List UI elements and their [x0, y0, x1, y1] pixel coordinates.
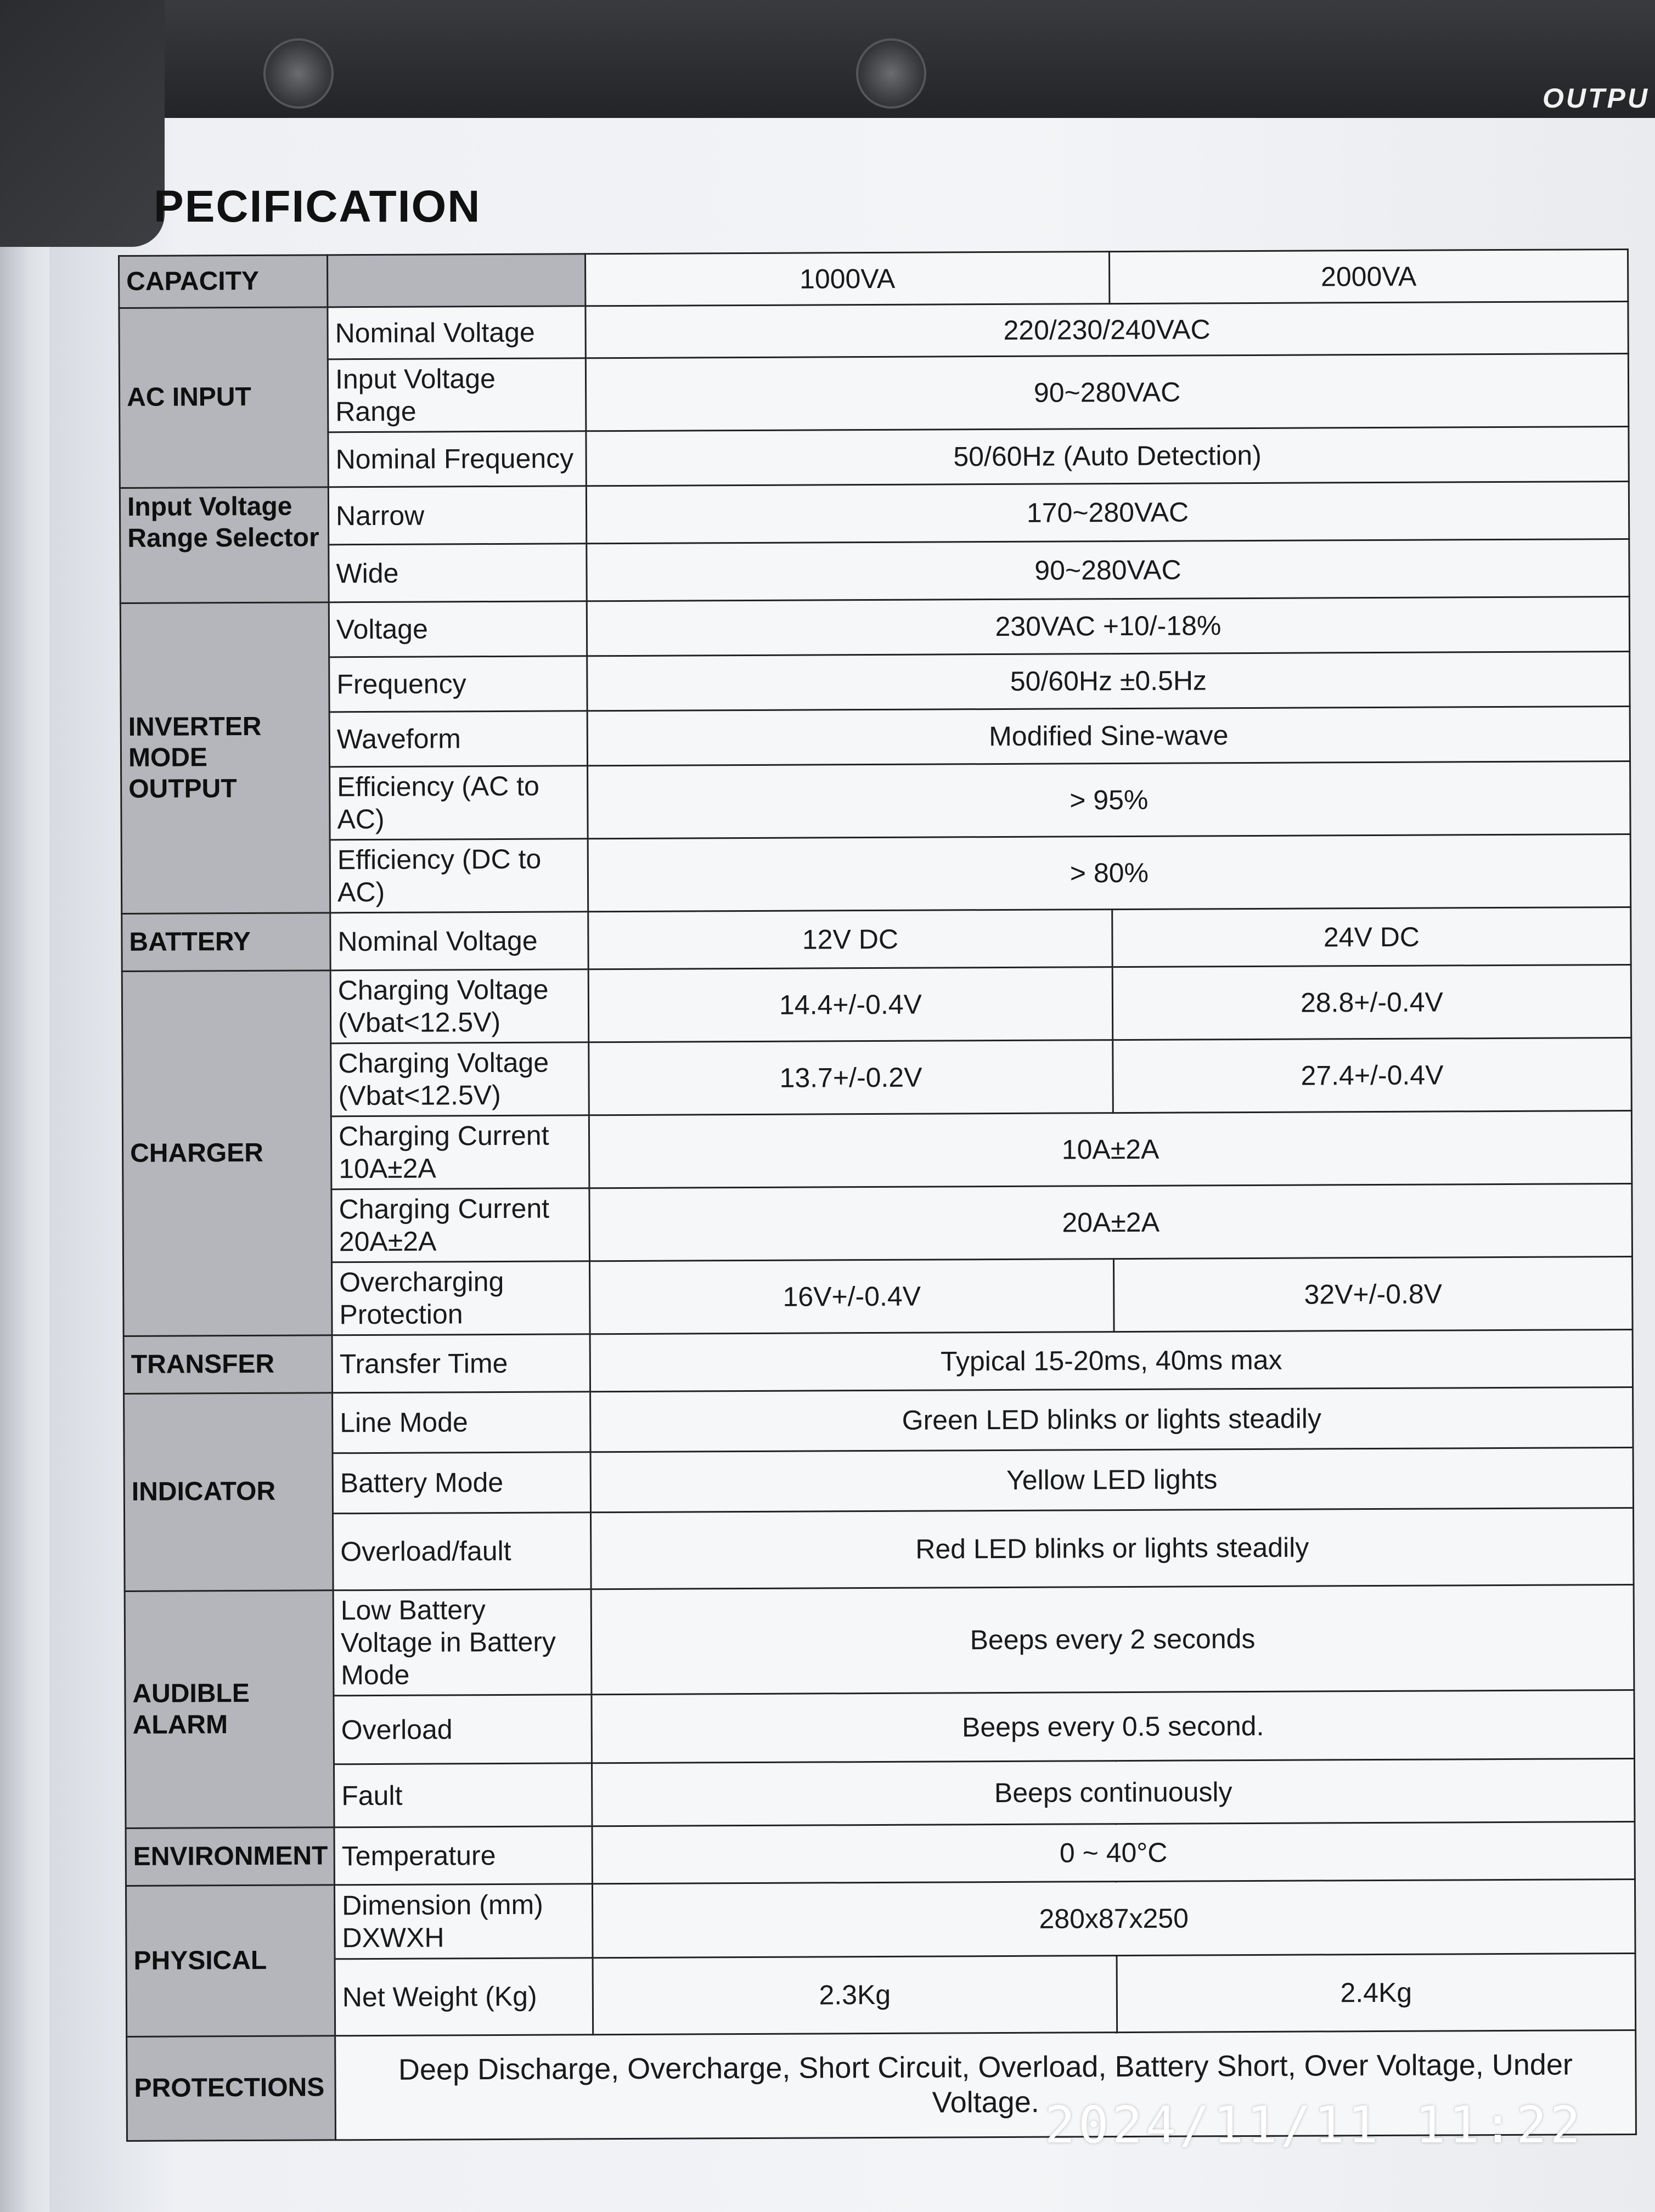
table-row	[123, 1183, 1633, 1263]
section-label-ac-input: AC INPUT	[119, 307, 328, 488]
row-value: 220/230/240VAC	[586, 301, 1628, 358]
table-row	[125, 1508, 1634, 1591]
section-label-battery: BATTERY	[122, 913, 330, 972]
capacity-1000: 1000VA	[585, 252, 1109, 306]
table-row	[119, 353, 1629, 433]
table-row	[121, 834, 1631, 913]
row-label: Low Battery Voltage in Battery Mode	[333, 1589, 592, 1696]
row-label: Nominal Voltage	[328, 306, 586, 359]
row-value: 50/60Hz ±0.5Hz	[587, 651, 1630, 710]
row-label: Nominal Frequency	[328, 431, 586, 487]
row-label: Frequency	[329, 656, 587, 712]
row-value: 90~280VAC	[586, 353, 1629, 431]
table-row	[122, 1110, 1632, 1190]
row-value-2000: 24V DC	[1112, 907, 1631, 967]
section-label-transfer: TRANSFER	[123, 1335, 332, 1394]
row-label: Input Voltage Range	[328, 358, 586, 432]
row-label: Wide	[329, 544, 587, 602]
section-label-capacity: CAPACITY	[119, 255, 328, 308]
row-value: Green LED blinks or lights steadily	[590, 1387, 1633, 1452]
table-row	[126, 1953, 1636, 2036]
row-label: Efficiency (AC to AC)	[330, 766, 588, 840]
row-value-2000: 32V+/-0.8V	[1114, 1256, 1633, 1331]
row-value: Typical 15-20ms, 40ms max	[590, 1329, 1633, 1391]
section-label-physical: PHYSICAL	[126, 1885, 335, 2037]
section-label-charger: CHARGER	[122, 970, 332, 1336]
protections-value: Deep Discharge, Overcharge, Short Circuit, Overload, Battery Short, Over Voltage, Under Voltage.	[335, 2030, 1636, 2140]
row-label: Nominal Voltage	[330, 912, 588, 970]
table-row	[119, 301, 1628, 360]
paper-curl-edge	[0, 118, 49, 2212]
row-value: Yellow LED lights	[590, 1447, 1633, 1512]
table-row	[122, 964, 1631, 1044]
row-value: Beeps every 0.5 second.	[592, 1690, 1635, 1763]
ups-device-top	[0, 0, 1655, 121]
row-value: 50/60Hz (Auto Detection)	[586, 426, 1629, 486]
row-value: 0 ~ 40°C	[592, 1821, 1635, 1883]
row-label: Fault	[334, 1763, 592, 1827]
row-value-1000: 12V DC	[588, 910, 1112, 969]
row-label: Line Mode	[333, 1392, 590, 1453]
table-row	[123, 1256, 1633, 1336]
row-value: Red LED blinks or lights steadily	[591, 1508, 1634, 1589]
table-row	[122, 1037, 1632, 1117]
row-value-1000: 14.4+/-0.4V	[588, 967, 1113, 1042]
row-label: Voltage	[329, 601, 587, 657]
row-label: Narrow	[328, 486, 586, 545]
spec-table	[118, 249, 1637, 2142]
table-row	[120, 481, 1629, 545]
row-value-2000: 2.4Kg	[1117, 1953, 1636, 2032]
table-row	[125, 1584, 1634, 1696]
row-label: Waveform	[329, 711, 587, 767]
section-label-range-selector: Input Voltage Range Selector	[120, 487, 329, 603]
row-label: Dimension (mm) DXWXH	[334, 1884, 593, 1959]
screw-icon	[263, 38, 334, 109]
row-label: Temperature	[334, 1826, 592, 1885]
table-row	[125, 1690, 1635, 1765]
row-value: 90~280VAC	[587, 539, 1629, 601]
row-label: Charging Current 10A±2A	[331, 1115, 589, 1189]
section-label-alarm: AUDIBLE ALARM	[125, 1590, 334, 1829]
row-value: 280x87x250	[592, 1879, 1635, 1957]
row-label: Battery Mode	[333, 1452, 590, 1514]
row-value-2000: 28.8+/-0.4V	[1112, 964, 1631, 1040]
row-label: Efficiency (DC to AC)	[330, 839, 588, 913]
page-title: PECIFICATION	[154, 182, 481, 232]
row-value: Modified Sine-wave	[587, 706, 1630, 765]
capacity-blank	[328, 254, 586, 307]
row-value-1000: 16V+/-0.4V	[590, 1259, 1114, 1334]
table-row	[126, 1879, 1635, 1960]
row-label: Overcharging Protection	[332, 1261, 590, 1335]
table-row	[124, 1447, 1633, 1514]
row-value: 170~280VAC	[586, 481, 1629, 543]
row-value: Beeps continuously	[592, 1758, 1635, 1826]
table-row	[120, 596, 1629, 658]
table-row	[124, 1387, 1633, 1454]
section-label-environment: ENVIRONMENT	[126, 1827, 334, 1886]
table-row	[120, 539, 1629, 603]
row-label: Overload	[334, 1695, 592, 1764]
section-label-inverter: INVERTER MODE OUTPUT	[120, 602, 330, 914]
row-value: > 80%	[588, 834, 1631, 911]
table-row	[119, 249, 1628, 308]
row-value-1000: 2.3Kg	[593, 1956, 1117, 2035]
table-row	[123, 1329, 1633, 1393]
photo-timestamp: 2024/11/11 11:22	[1044, 2096, 1584, 2154]
table-row	[126, 1758, 1635, 1828]
table-row	[121, 761, 1631, 840]
row-value-2000: 27.4+/-0.4V	[1113, 1037, 1632, 1113]
table-row	[122, 907, 1631, 971]
table-row	[121, 651, 1630, 713]
row-value: > 95%	[588, 761, 1631, 838]
output-label: OUTPU	[1543, 83, 1650, 114]
table-row	[121, 706, 1630, 768]
screw-icon	[856, 38, 926, 109]
row-label: Net Weight (Kg)	[335, 1958, 593, 2036]
device-corner	[0, 0, 165, 247]
row-label: Charging Current 20A±2A	[331, 1188, 590, 1262]
capacity-2000: 2000VA	[1109, 249, 1628, 303]
row-label: Overload/fault	[333, 1513, 592, 1590]
section-label-protections: PROTECTIONS	[127, 2036, 336, 2141]
row-value-1000: 13.7+/-0.2V	[589, 1040, 1113, 1115]
table-row	[120, 426, 1629, 488]
row-value: 10A±2A	[589, 1110, 1632, 1188]
section-label-indicator: INDICATOR	[124, 1393, 334, 1592]
row-value: 230VAC +10/-18%	[587, 596, 1629, 656]
row-label: Transfer Time	[332, 1334, 590, 1393]
table-row	[126, 1821, 1635, 1886]
row-label: Charging Voltage (Vbat<12.5V)	[330, 969, 589, 1043]
row-label: Charging Voltage (Vbat<12.5V)	[331, 1042, 589, 1116]
row-value: 20A±2A	[589, 1183, 1633, 1261]
row-value: Beeps every 2 seconds	[591, 1584, 1634, 1694]
